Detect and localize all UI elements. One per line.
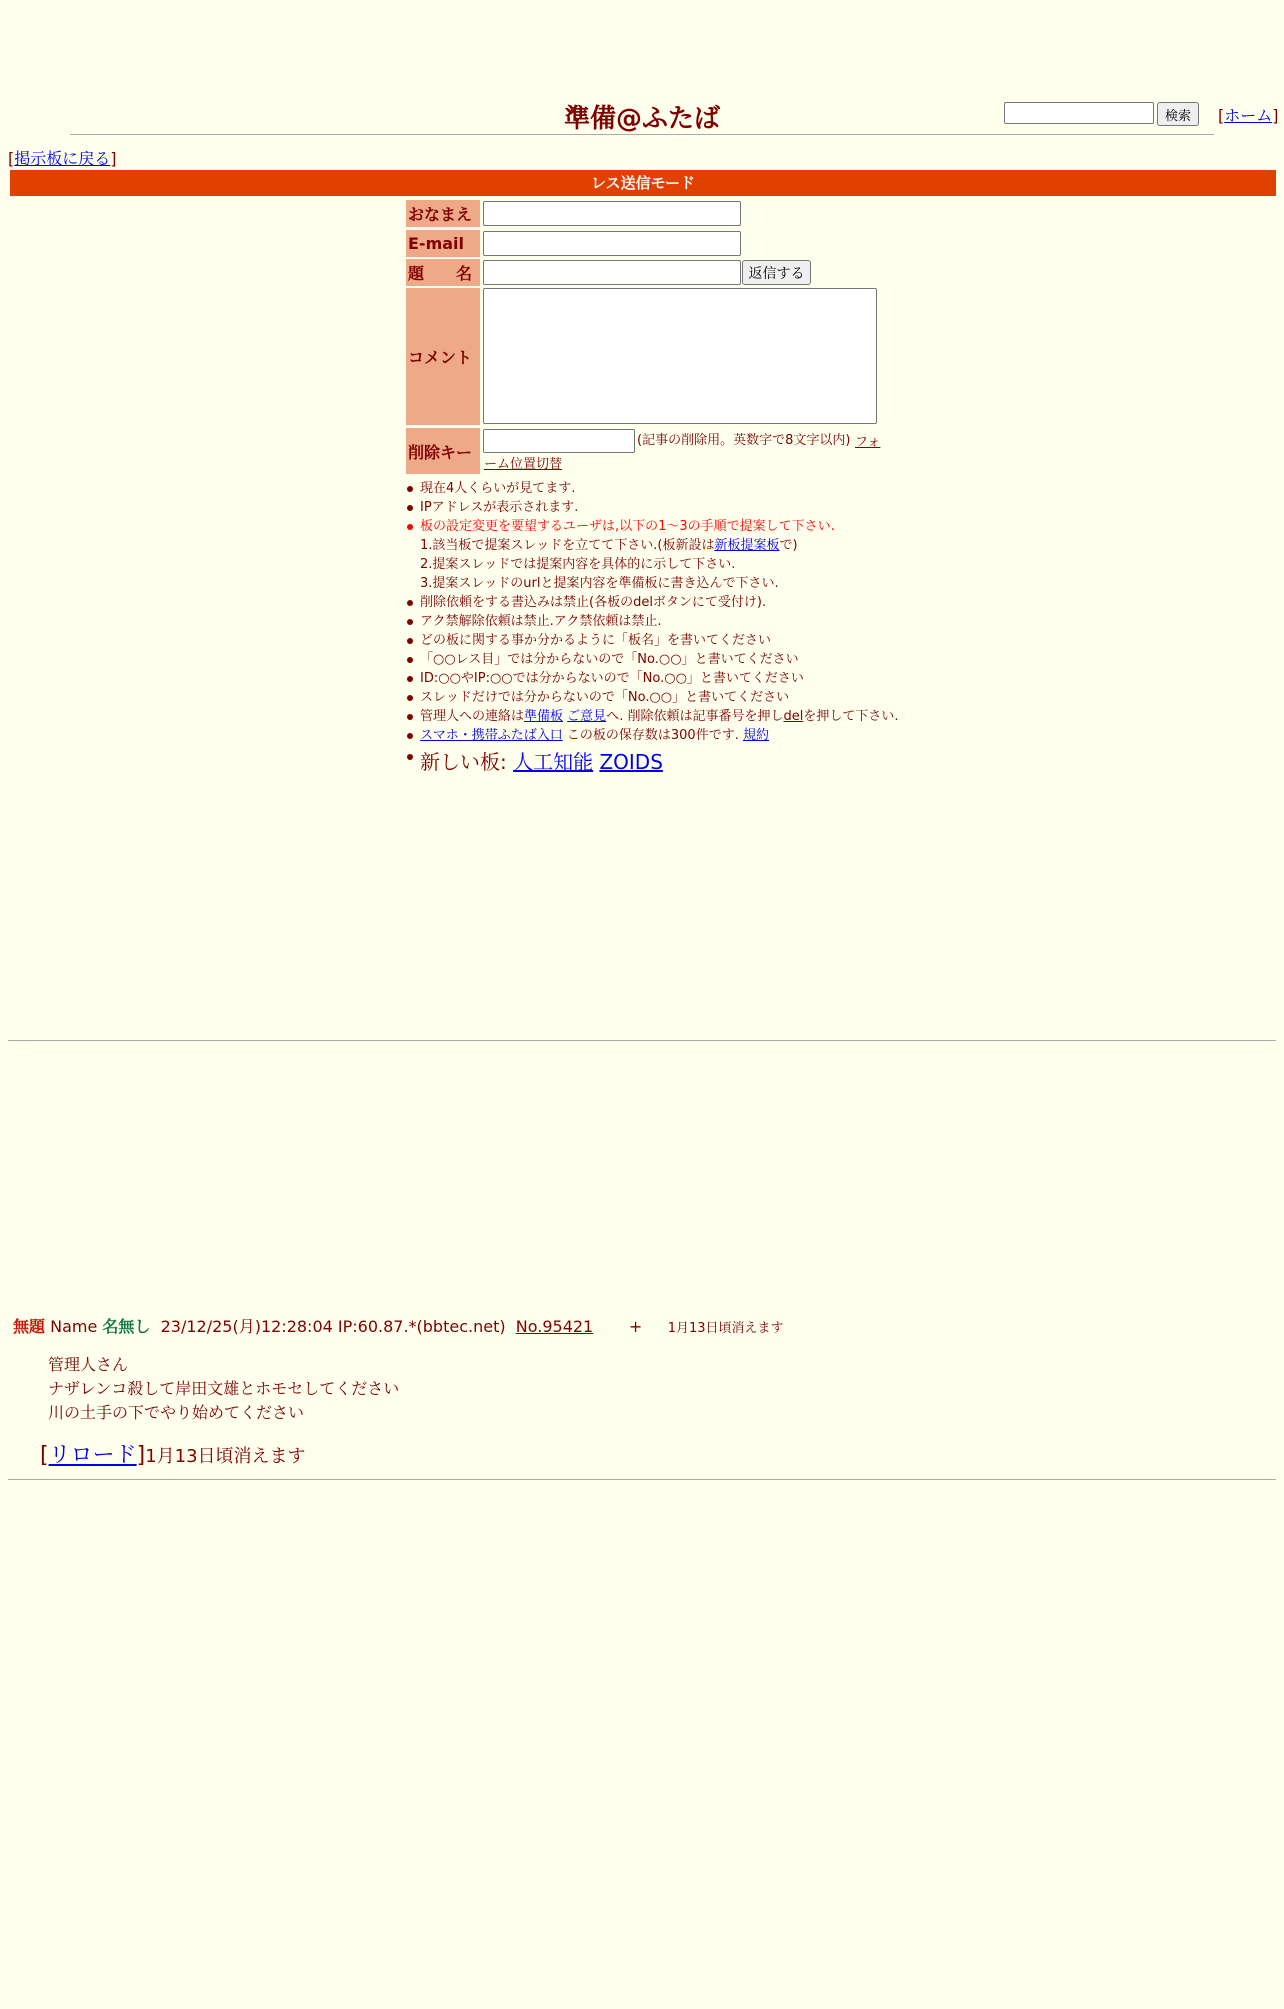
email-field[interactable] [483,231,741,256]
post-header [13,1316,784,1340]
note-proposal-step3: 3.提案スレッドのurlと提案内容を準備板に書き込んで下さい. [420,576,779,591]
note-viewers: 現在4人くらいが見てます. [420,479,980,498]
note-board-name: どの板に関する事か分かるように「板名」を書いてください [420,631,980,650]
subject-field[interactable] [483,260,741,285]
name-label: おなまえ [406,200,480,227]
note-proposal-step2: 2.提案スレッドでは提案内容を具体的に示して下さい. [420,557,736,572]
reply-mode-bar: レス送信モード [10,170,1276,196]
note-res-number: 「○○レス目」では分からないので「No.○○」と書いてください [420,650,980,669]
email-label: E-mail [406,230,480,257]
contact-text-3: を押して下さい. [803,709,899,724]
step1-tail: で) [779,538,798,553]
post-date-ip: 23/12/25(月)12:28:04 IP:60.87.*(bbtec.net) [160,1317,506,1336]
post-body [48,1353,399,1425]
ai-board-link[interactable]: 人工知能 [513,750,594,774]
new-board-proposal-link[interactable]: 新板提案板 [714,538,780,553]
divider [8,1040,1276,1041]
note-thread: スレッドだけでは分からないので「No.○○」と書いてください [420,688,980,707]
post-subject: 無題 [13,1317,46,1336]
back-link-wrapper: [掲示板に戻る] [8,149,117,168]
form-position-toggle-link[interactable]: フォーム位置切替 [484,435,881,472]
contact-text-2: へ. 削除依頼は記事番号を押し [606,709,784,724]
reload-line: [リロード]1月13日頃消えます [40,1443,306,1468]
expire-notice: 1月13日頃消えます [145,1446,306,1467]
step1-text: 1.該当板で提案スレッドを立てて下さい.(板新設は [420,538,715,553]
new-boards-text: 新しい板: [420,750,514,774]
note-proposal: 板の設定変更を要望するユーザは,以下の1〜3の手順で提案して下さい. [420,517,980,536]
board-title: 準備@ふたば [563,104,720,134]
post-name-prefix: Name [50,1317,98,1336]
submit-reply-button[interactable]: 返信する [742,260,811,285]
post-line: 管理人さん [48,1355,129,1374]
post-name: 名無し [102,1317,151,1336]
note-deletion: 削除依頼をする書込みは禁止(各板のdelボタンにて受付け). [420,593,980,612]
mobile-entrance-link[interactable]: スマホ・携帯ふたば入口 [420,728,563,743]
board-notes [420,479,980,777]
divider [8,1479,1276,1480]
note-mobile [420,726,980,745]
form-toggle-wrapper [484,432,884,476]
post-plus-button[interactable]: + [628,1317,643,1336]
terms-link[interactable]: 規約 [742,728,769,743]
search-input[interactable] [1004,102,1154,124]
subject-label: 題 名 [406,259,480,286]
delete-key-note: (記事の削除用。英数字で8文字以内) [637,433,851,448]
zoids-board-link[interactable]: ZOIDS [599,750,663,774]
note-id-ip: ID:○○やIP:○○では分からないので「No.○○」と書いてください [420,669,980,688]
post-expire: 1月13日頃消えます [667,1321,784,1336]
delete-key-label: 削除キー [406,428,480,474]
name-field[interactable] [483,201,741,226]
search-button[interactable]: 検索 [1157,102,1199,126]
title-divider [70,134,1214,135]
prep-board-link[interactable]: 準備板 [524,709,564,724]
home-link[interactable]: ホーム [1224,106,1273,125]
note-proposal-step1 [420,536,980,555]
back-to-board-link[interactable]: 掲示板に戻る [14,149,111,168]
comment-textarea[interactable] [483,288,877,424]
post-number-link[interactable]: No.95421 [515,1317,594,1336]
feedback-link[interactable]: ご意見 [567,709,607,724]
del-word: del [783,709,804,724]
note-ip: IPアドレスが表示されます. [420,498,980,517]
comment-label: コメント [406,288,480,425]
post-line: ナザレンコ殺して岸田文雄とホモセしてください [48,1379,400,1398]
home-link-wrapper: [ホーム] [1218,106,1279,125]
note-access-ban: アク禁解除依頼は禁止.アク禁依頼は禁止. [420,612,980,631]
note-contact [420,707,980,726]
reload-link[interactable]: リロード [48,1443,137,1468]
storage-count-text: この板の保存数は300件です. [562,728,743,743]
contact-text: 管理人への連絡は [420,709,525,724]
post-line: 川の土手の下でやり始めてください [48,1403,305,1422]
note-new-boards [420,747,980,777]
